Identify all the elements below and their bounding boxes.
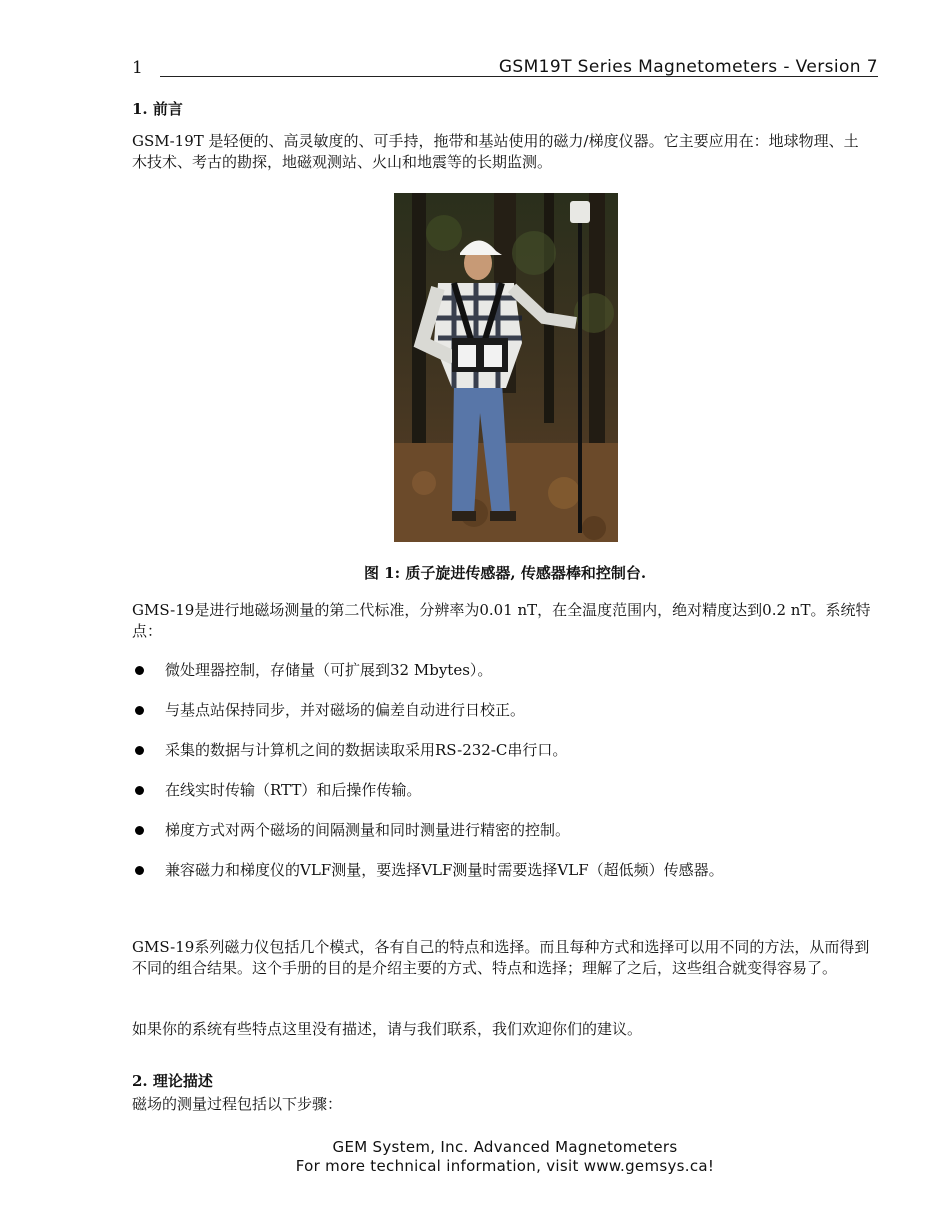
page-number: 1 <box>132 58 143 78</box>
modes-paragraph: GMS-19系列磁力仪包括几个模式，各有自己的特点和选择。而且每种方式和选择可以用不同的方法，从而得到不同的组合结果。这个手册的目的是介绍主要的方式、特点和选择；理解了之后，这些组合就变得容易了。 <box>132 938 870 977</box>
list-item-text: 兼容磁力和梯度仪的VLF测量，要选择VLF测量时需要选择VLF（超低频）传感器。 <box>165 861 724 879</box>
footer-company: GEM System, Inc. Advanced Magnetometers <box>332 1138 678 1156</box>
list-item <box>132 740 872 780</box>
bullet-icon <box>135 746 144 755</box>
header-title: GSM19T Series Magnetometers - Version 7 <box>498 57 878 77</box>
list-item-text: 采集的数据与计算机之间的数据读取采用RS-232-C串行口。 <box>165 741 568 759</box>
list-item-text: 微处理器控制，存储量（可扩展到32 Mbytes）。 <box>165 661 493 679</box>
bullet-icon <box>135 706 144 715</box>
field-operator-photo <box>394 193 618 542</box>
list-item-text: 与基点站保持同步，并对磁场的偏差自动进行日校正。 <box>165 701 526 719</box>
list-item-text: 在线实时传输（RTT）和后操作传输。 <box>165 781 422 799</box>
bullet-icon <box>135 866 144 875</box>
bullet-icon <box>135 786 144 795</box>
intro-paragraph: GSM-19T 是轻便的、高灵敏度的、可手持，拖带和基站使用的磁力/梯度仪器。它主要应用在：地球物理、土木技术、考古的勘探，地磁观测站、火山和地震等的长期监测。 <box>132 132 859 171</box>
bullet-icon <box>135 666 144 675</box>
bullet-icon <box>135 826 144 835</box>
list-item <box>132 780 872 820</box>
section-heading-theory: 2. 理论描述 <box>132 1072 213 1090</box>
figure-caption: 图 1: 质子旋进传感器, 传感器棒和控制台. <box>363 564 647 582</box>
features-intro-paragraph: GMS-19是进行地磁场测量的第二代标准，分辨率为0.01 nT，在全温度范围内，绝对精度达到0.2 nT。系统特点： <box>132 601 871 640</box>
list-item <box>132 660 872 700</box>
list-item <box>132 860 872 900</box>
feature-list <box>132 660 872 900</box>
figure-photo <box>394 193 618 542</box>
theory-paragraph: 磁场的测量过程包括以下步骤： <box>132 1095 343 1113</box>
footer <box>0 1138 950 1176</box>
section-heading-intro: 1. 前言 <box>132 100 183 118</box>
list-item-text: 梯度方式对两个磁场的间隔测量和同时测量进行精密的控制。 <box>165 821 571 839</box>
footer-website-note: For more technical information, visit www.gemsys.ca! <box>295 1157 715 1175</box>
list-item <box>132 820 872 860</box>
contact-paragraph: 如果你的系统有些特点这里没有描述，请与我们联系，我们欢迎你们的建议。 <box>132 1020 643 1038</box>
list-item <box>132 700 872 740</box>
